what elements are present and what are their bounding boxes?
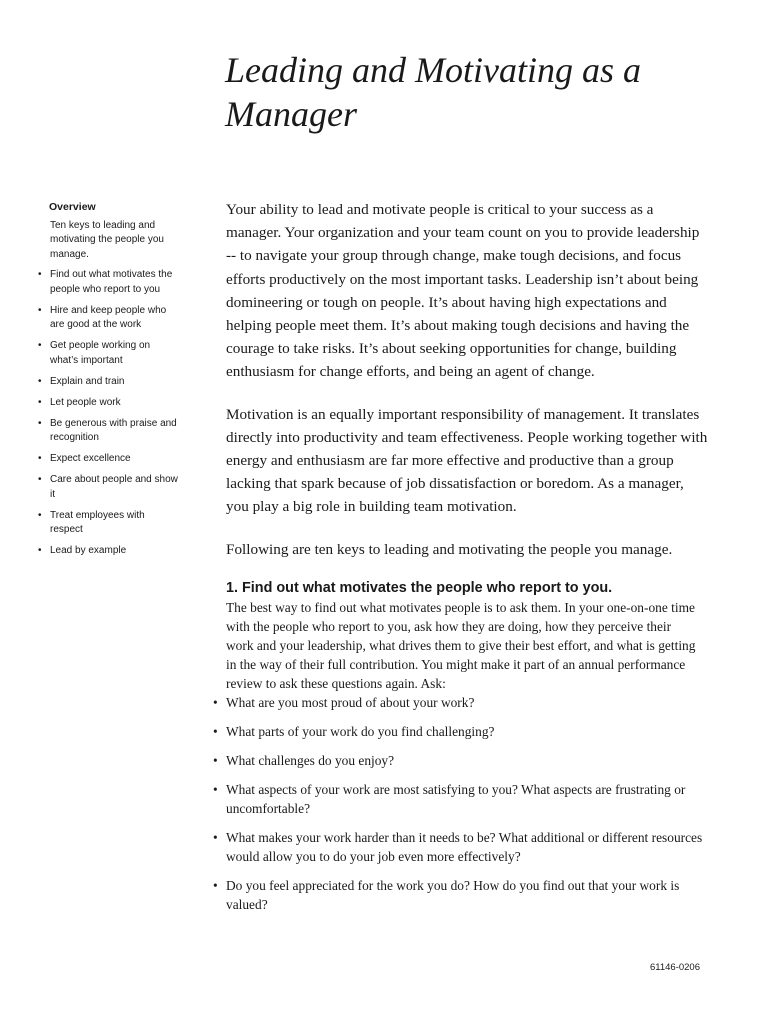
overview-item: • Hire and keep people who are good at the work bbox=[38, 304, 178, 333]
overview-sidebar bbox=[38, 200, 178, 565]
overview-list bbox=[38, 268, 178, 559]
section-1-body: The best way to find out what motivates people is to ask them. In your one-on-one time with the people who report to you, ask how they are doing, how they perceive their work and your leadership, what drives them to give their best effort, and what is getting in the way of their full contribution. You might make it part of an annual performance review to ask these questions again. Ask: bbox=[226, 599, 696, 691]
section-1-heading: 1. Find out what motivates the people who report to you. bbox=[226, 579, 613, 596]
question-item: • What challenges do you enjoy? bbox=[213, 751, 708, 770]
overview-item: • Treat employees with respect bbox=[38, 509, 178, 538]
overview-item: • Care about people and show it bbox=[38, 473, 178, 502]
overview-item: • Find out what motivates the people who report to you bbox=[38, 268, 178, 297]
question-item: • What makes your work harder than it needs to be? What additional or different resources would allow you to do your job even more effectively? bbox=[213, 828, 708, 866]
question-item: • Do you feel appreciated for the work you do? How do you find out that your work is valued? bbox=[213, 876, 708, 914]
overview-intro: Ten keys to leading and motivating the people you manage. bbox=[50, 219, 164, 260]
question-item: • What aspects of your work are most satisfying to you? What aspects are frustrating or uncomfortable? bbox=[213, 780, 708, 818]
page-title: Leading and Motivating as a Manager bbox=[225, 50, 641, 134]
overview-item: • Explain and train bbox=[38, 375, 178, 390]
overview-heading: Overview bbox=[49, 201, 96, 213]
main-content bbox=[226, 198, 708, 924]
overview-item: • Be generous with praise and recognition bbox=[38, 417, 178, 446]
overview-item: • Get people working on what’s important bbox=[38, 339, 178, 368]
question-item: • What parts of your work do you find challenging? bbox=[213, 722, 708, 741]
question-item: • What are you most proud of about your work? bbox=[213, 693, 708, 712]
intro-paragraph-motivation: Motivation is an equally important responsibility of management. It translates directly into productivity and team effectiveness. People working together with energy and enthusiasm are far more effective and productive than a group lacking that spark because of job dissatisfaction or boredom. As a manager, you play a big role in building team motivation. bbox=[226, 405, 708, 516]
overview-item: • Lead by example bbox=[38, 544, 178, 559]
question-list bbox=[226, 693, 708, 914]
overview-item: • Let people work bbox=[38, 396, 178, 411]
document-code: 61146-0206 bbox=[649, 962, 700, 973]
intro-paragraph-ten-keys: Following are ten keys to leading and motivating the people you manage. bbox=[226, 540, 673, 558]
overview-item: • Expect excellence bbox=[38, 452, 178, 467]
intro-paragraph-leadership: Your ability to lead and motivate people is critical to your success as a manager. Your organization and your team count on you to provide leadership -- to navigate your group through change, make tough decisions, and focus efforts productively on the most important tasks. Leadership isn’t about being domineering or tough on people. It’s about having high expectations and helping people meet them. It’s about making tough decisions and having the courage to take risks. It’s about seeking opportunities for change, building enthusiasm for change efforts, and being an agent of change. bbox=[226, 201, 700, 381]
